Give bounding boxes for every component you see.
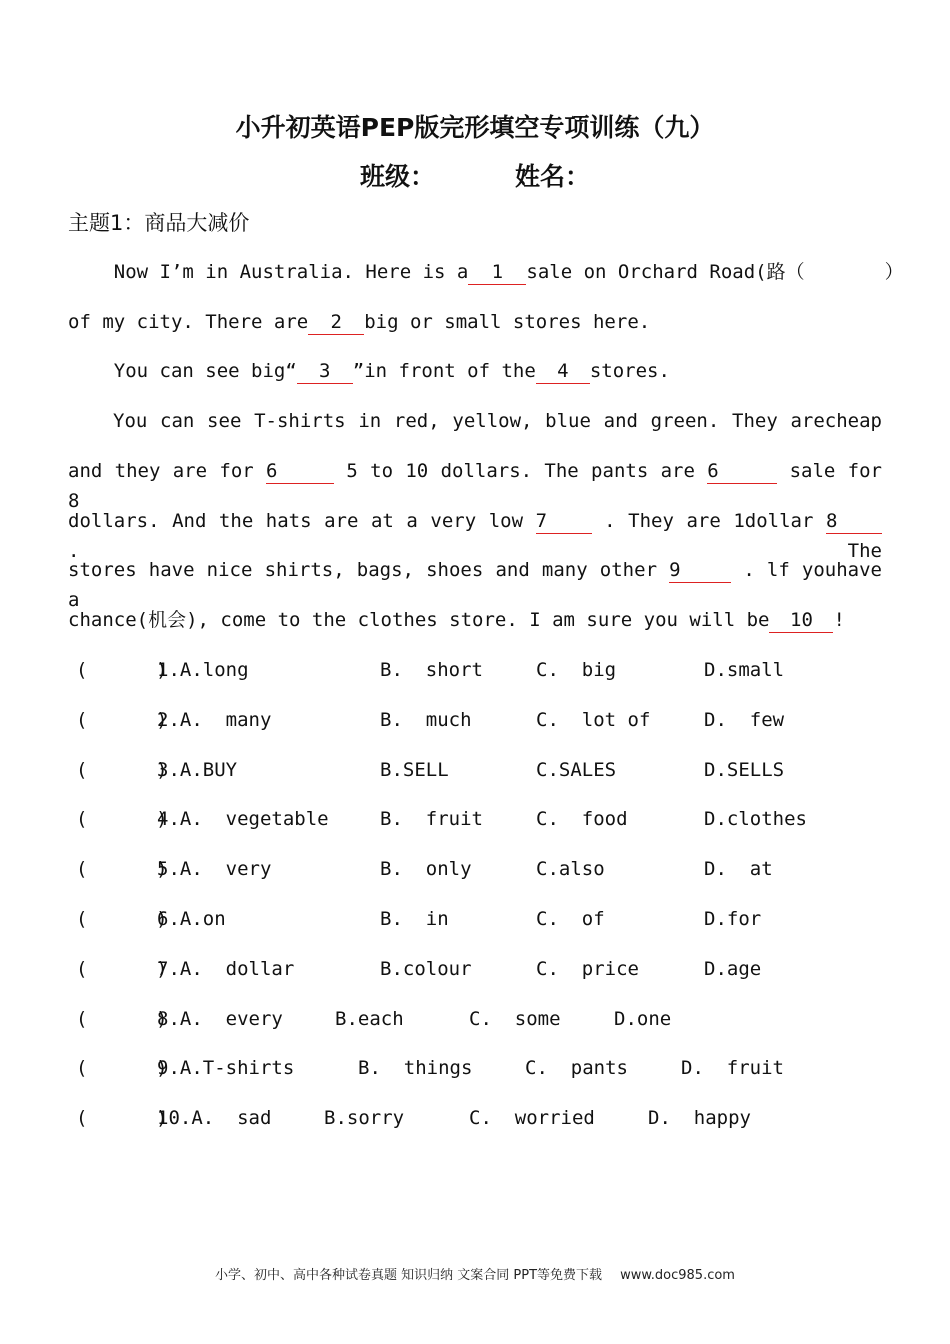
option-d: D.small <box>704 659 785 681</box>
question-row <box>68 705 882 735</box>
option-c: C.SALES <box>536 759 617 781</box>
blank-1[interactable]: 1 <box>468 260 526 285</box>
option-d: D.SELLS <box>704 759 785 781</box>
option-d: D. fruit <box>681 1057 784 1079</box>
question-row <box>68 954 882 984</box>
option-a: 9.A.T-shirts <box>157 1057 295 1079</box>
option-d: D. few <box>704 709 785 731</box>
answer-paren[interactable]: ( ) <box>76 659 168 681</box>
question-row <box>68 854 882 884</box>
option-b: B. fruit <box>380 808 483 830</box>
option-b: B. in <box>380 908 449 930</box>
student-info-line <box>0 157 950 193</box>
option-c: C. pants <box>525 1057 628 1079</box>
passage-line-1: Now I’m in Australia. Here is a 1 sale on Orchard Road(路（ ） <box>68 261 904 283</box>
option-c: C. lot of <box>536 709 651 731</box>
option-d: D. happy <box>648 1107 751 1129</box>
question-row <box>68 755 882 785</box>
option-d: D.one <box>614 1008 672 1030</box>
blank-8[interactable]: 8 <box>826 509 882 534</box>
answer-paren[interactable]: ( ) <box>76 759 168 781</box>
answer-paren[interactable]: ( ) <box>76 1107 168 1129</box>
passage-line-2: of my city. There are 2 big or small stores here. <box>68 311 651 333</box>
option-b: B.SELL <box>380 759 449 781</box>
option-b: B. much <box>380 709 472 731</box>
passage-line-6: dollars. And the hats are at a very low 7 . They are 1dollar 8 . The <box>68 510 882 562</box>
blank-4[interactable]: 4 <box>536 359 590 384</box>
question-row <box>68 904 882 934</box>
passage-line-3: You can see big“ 3 ”in front of the 4 stores. <box>68 360 670 382</box>
option-c: C. of <box>536 908 605 930</box>
page-title: 小升初英语PEP版完形填空专项训练（九） <box>235 113 715 142</box>
option-d: D.for <box>704 908 762 930</box>
option-b: B. things <box>358 1057 473 1079</box>
blank-2[interactable]: 2 <box>308 310 364 335</box>
topic-heading: 主题1：商品大减价 <box>68 211 250 235</box>
question-row <box>68 1004 882 1034</box>
blank-3[interactable]: 3 <box>297 359 353 384</box>
answer-paren[interactable]: ( ) <box>76 808 168 830</box>
class-label: 班级： <box>359 162 435 191</box>
blank-6[interactable]: 6 <box>707 459 777 484</box>
option-d: D.age <box>704 958 762 980</box>
option-d: D.clothes <box>704 808 807 830</box>
option-a: 2.A. many <box>157 709 272 731</box>
footer-link[interactable]: www.doc985.com <box>620 1268 735 1283</box>
blank-5[interactable]: 6 <box>266 459 334 484</box>
option-d: D. at <box>704 858 773 880</box>
passage-line-4: You can see T-shirts in red, yellow, blue and green. They arecheap <box>113 410 882 432</box>
question-row <box>68 655 882 685</box>
option-a: 1.A.long <box>157 659 249 681</box>
option-b: B. short <box>380 659 483 681</box>
option-b: B. only <box>380 858 472 880</box>
option-a: 3.A.BUY <box>157 759 238 781</box>
footer-text: 小学、初中、高中各种试卷真题 知识归纳 文案合同 PPT等免费下载 <box>215 1268 603 1283</box>
option-a: 5.A. very <box>157 858 272 880</box>
answer-paren[interactable]: ( ) <box>76 1057 168 1079</box>
question-row <box>68 804 882 834</box>
passage-line-7: stores have nice shirts, bags, shoes and many other 9 . lf youhave a <box>68 559 882 611</box>
page-footer <box>0 1264 950 1283</box>
option-c: C.also <box>536 858 605 880</box>
answer-paren[interactable]: ( ) <box>76 709 168 731</box>
option-b: B.sorry <box>324 1107 405 1129</box>
option-a: 7.A. dollar <box>157 958 295 980</box>
option-a: 6.A.on <box>157 908 226 930</box>
option-c: C. food <box>536 808 628 830</box>
option-b: B.each <box>335 1008 404 1030</box>
passage-line-8: chance(机会), come to the clothes store. I am sure you will be 10 ! <box>68 609 845 631</box>
blank-9[interactable]: 9 <box>669 558 731 583</box>
answer-paren[interactable]: ( ) <box>76 908 168 930</box>
option-a: 4.A. vegetable <box>157 808 329 830</box>
answer-paren[interactable]: ( ) <box>76 958 168 980</box>
option-c: C. big <box>536 659 617 681</box>
question-row <box>68 1103 882 1133</box>
answer-paren[interactable]: ( ) <box>76 1008 168 1030</box>
passage-line-5: and they are for 6 5 to 10 dollars. The pants are 6 sale for 8 <box>68 460 882 512</box>
question-row <box>68 1053 882 1083</box>
option-a: 8.A. every <box>157 1008 283 1030</box>
answer-paren[interactable]: ( ) <box>76 858 168 880</box>
blank-7[interactable]: 7 <box>536 509 592 534</box>
option-c: C. price <box>536 958 639 980</box>
option-c: C. worried <box>469 1107 595 1129</box>
option-c: C. some <box>469 1008 561 1030</box>
option-b: B.colour <box>380 958 472 980</box>
blank-10[interactable]: 10 <box>769 608 833 633</box>
option-a: 10.A. sad <box>157 1107 272 1129</box>
name-label: 姓名： <box>515 162 591 191</box>
